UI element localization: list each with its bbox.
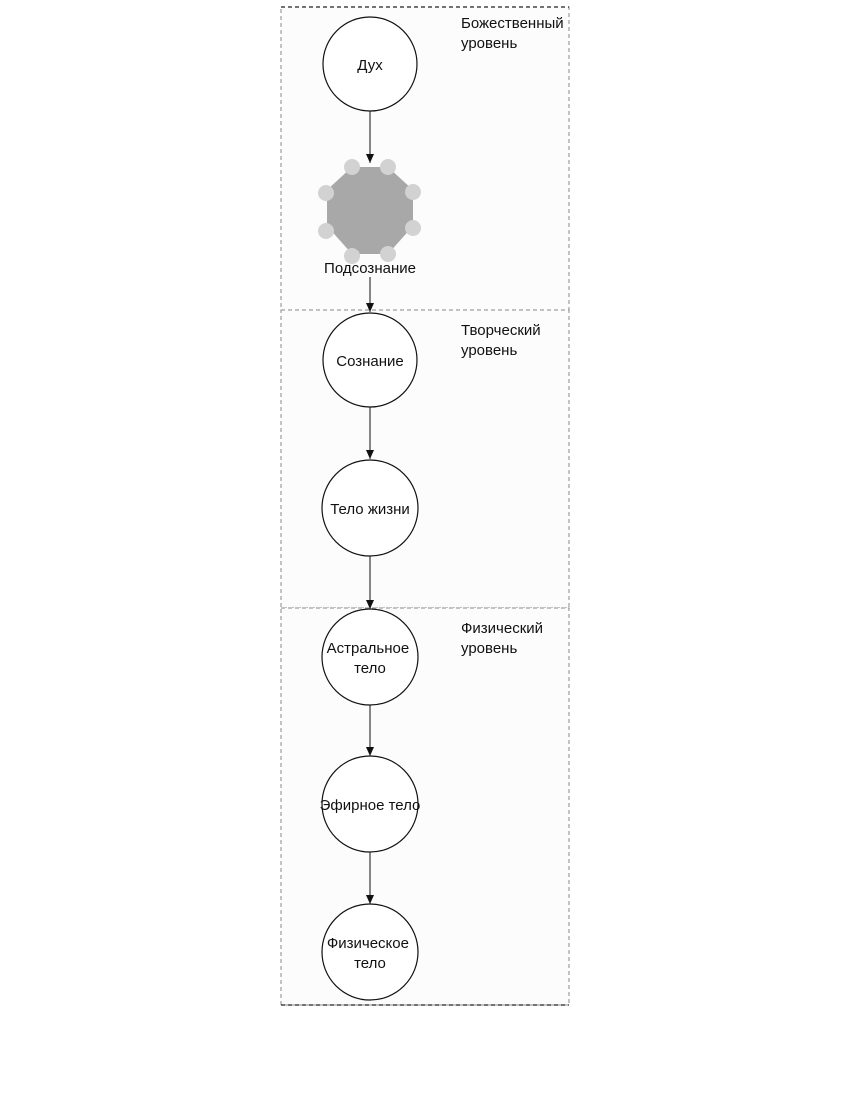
node-soznanie-label: Сознание <box>336 353 404 370</box>
node-telo-zhizni <box>322 460 418 556</box>
node-podsoznanie-dot <box>380 159 396 175</box>
node-fizicheskoe-telo <box>322 904 418 1000</box>
node-podsoznanie-label: Подсознание <box>324 260 416 277</box>
zone-label-physical: Физический уровень <box>461 620 544 657</box>
node-podsoznanie-dot <box>318 223 334 239</box>
node-podsoznanie-dot <box>405 184 421 200</box>
node-astralnoe-telo-label: Астральное тело <box>326 640 410 677</box>
node-fizicheskoe-telo-circle <box>322 904 418 1000</box>
node-astralnoe-telo <box>322 609 418 705</box>
node-dukh-label: Дух <box>357 57 383 74</box>
zone-label-creative: Творческий уровень <box>461 322 541 359</box>
node-efirnoe-telo-label: Эфирное тело <box>319 797 421 814</box>
node-soznanie <box>323 313 417 407</box>
node-dukh <box>323 17 417 111</box>
node-telo-zhizni-label: Тело жизни <box>330 501 410 518</box>
node-astralnoe-telo-circle <box>322 609 418 705</box>
node-fizicheskoe-telo-label: Физическое тело <box>326 935 409 972</box>
node-podsoznanie-dot <box>318 185 334 201</box>
node-podsoznanie-dot <box>344 159 360 175</box>
node-podsoznanie-dot <box>405 220 421 236</box>
zone-label-divine: Божественный уровень <box>461 15 564 52</box>
